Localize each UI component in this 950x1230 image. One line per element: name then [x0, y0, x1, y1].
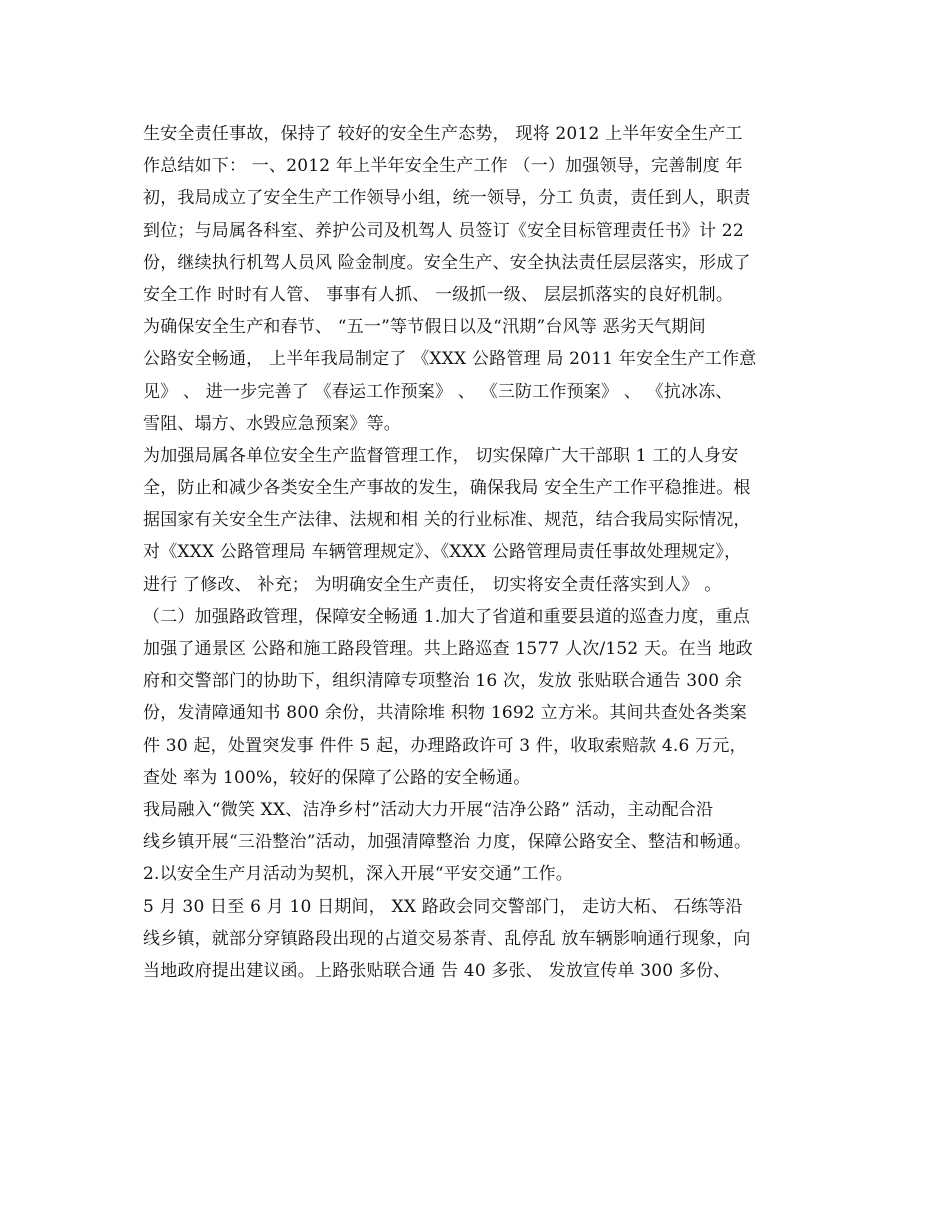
- text-line: 份，继续执行机驾人员风 险金制度。安全生产、安全执法责任层层落实，形成了: [143, 252, 751, 273]
- text-line: 生安全责任事故，保持了 较好的安全生产态势， 现将 2012 上半年安全生产工: [143, 124, 743, 144]
- document-body: [143, 118, 823, 987]
- text-line: 雪阻、塌方、水毁应急预案》等。: [143, 413, 401, 434]
- text-line: 全，防止和减少各类安全生产事故的发生，确保我局 安全生产工作平稳推进。根: [143, 478, 751, 499]
- text-line: 初，我局成立了安全生产工作领导小组，统一领导，分工 负责，责任到人，职责: [143, 188, 751, 209]
- text-line: 公路安全畅通， 上半年我局制定了 《XXX 公路管理 局 2011 年安全生产工作意: [143, 349, 757, 370]
- text-line: 线乡镇开展“三沿整治”活动，加强清障整治 力度，保障公路安全、整洁和畅通。: [143, 832, 752, 853]
- text-line: 为确保安全生产和春节、 “五一”等节假日以及“汛期”台风等 恶劣天气期间: [143, 317, 706, 338]
- text-line: 为加强局属各单位安全生产监督管理工作， 切实保障广大干部职 1 工的人身安: [143, 445, 739, 466]
- text-line: 加强了通景区 公路和施工路段管理。共上路巡查 1577 人次/152 天。在当 地政: [143, 639, 753, 659]
- text-line: 2.以安全生产月活动为契机，深入开展“平安交通”工作。: [143, 864, 574, 885]
- text-line: 府和交警部门的协助下，组织清障专项整治 16 次，发放 张贴联合通告 300 余: [143, 671, 743, 692]
- text-line: 份，发清障通知书 800 余份，共清除堆 积物 1692 立方米。其间共查处各类案: [143, 703, 747, 724]
- text-line: 到位；与局属各科室、养护公司及机驾人 员签订《安全目标管理责任书》计 22: [143, 220, 744, 241]
- text-line: 5 月 30 日至 6 月 10 日期间， XX 路政会同交警部门， 走访大柘、 石练等沿: [143, 896, 743, 917]
- text-line: 线乡镇，就部分穿镇路段出现的占道交易茶青、乱停乱 放车辆影响通行现象，向: [143, 928, 751, 949]
- text-line: 查处 率为 100%，较好的保障了公路的安全畅通。: [143, 767, 531, 788]
- text-line: 据国家有关安全生产法律、法规和相 关的行业标准、规范，结合我局实际情况，: [143, 510, 751, 531]
- text-line: 作总结如下： 一、2012 年上半年安全生产工作 （一）加强领导，完善制度 年: [143, 156, 743, 177]
- text-line: （二）加强路政管理，保障安全畅通 1.加大了省道和重要县道的巡查力度，重点: [143, 606, 751, 627]
- text-line: 件 30 起，处置突发事 件件 5 起，办理路政许可 3 件，收取索赔款 4.6 万元，: [143, 735, 747, 756]
- text-line: 对《XXX 公路管理局 车辆管理规定》、《XXX 公路管理局责任事故处理规定》，: [143, 542, 742, 563]
- text-line: 进行 了修改、 补充； 为明确安全生产责任， 切实将安全责任落实到人》 。: [143, 574, 722, 595]
- text-line: 当地政府提出建议函。上路张贴联合通 告 40 多张、 发放宣传单 300 多份、: [143, 960, 731, 981]
- text-line: 安全工作 时时有人管、 事事有人抓、 一级抓一级、 层层抓落实的良好机制。: [143, 284, 734, 305]
- text-line: 见》 、 进一步完善了 《春运工作预案》 、 《三防工作预案》 、 《抗冰冻、: [143, 381, 733, 402]
- text-line: 我局融入“微笑 XX、洁净乡村”活动大力开展“洁净公路” 活动，主动配合沿: [143, 799, 714, 820]
